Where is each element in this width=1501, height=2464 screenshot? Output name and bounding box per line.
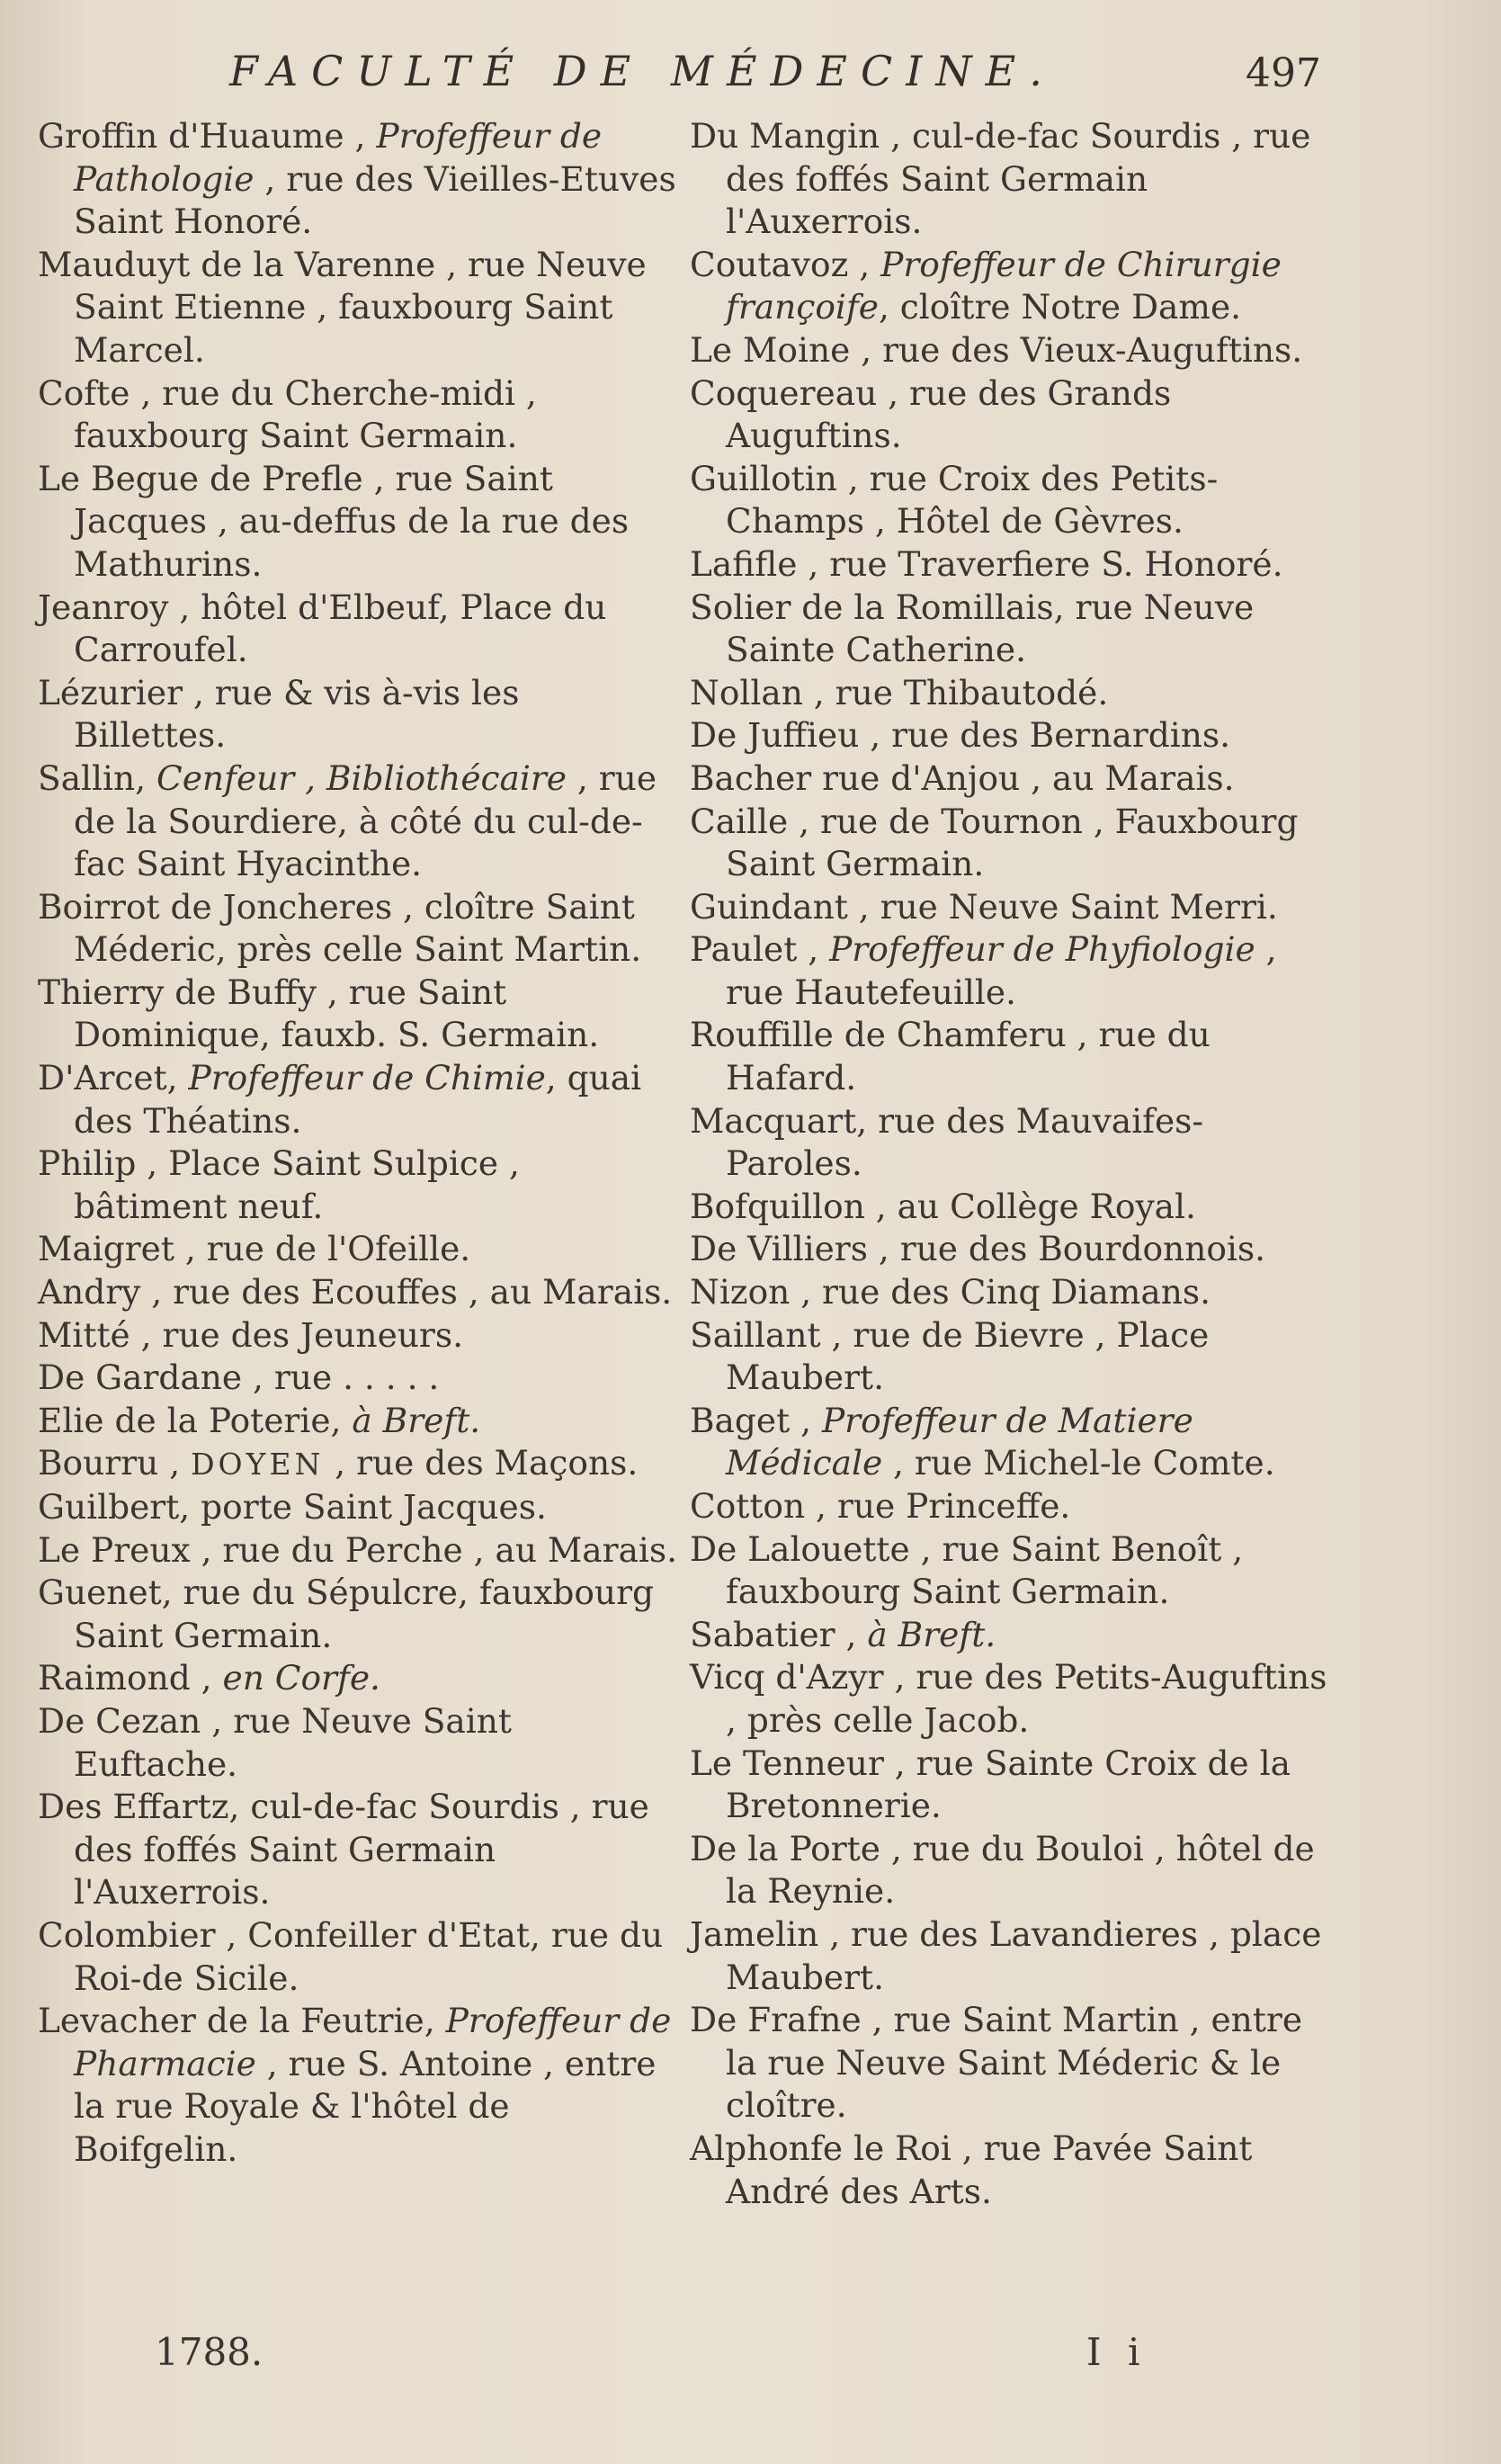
directory-entry	[38, 458, 678, 587]
entry-title: Profeffeur de Chirurgie françoife	[726, 244, 1282, 327]
directory-entry	[38, 1357, 678, 1400]
entry-name: Saillant , rue de Bievre , Place Maubert.	[690, 1314, 1210, 1398]
directory-entry	[38, 1314, 678, 1357]
entry-name: Guillotin , rue Croix des Petits-Champs , Hôtel de Gèvres.	[690, 458, 1219, 542]
directory-entry	[690, 329, 1330, 372]
directory-entry	[690, 1614, 1330, 1657]
directory-entry	[38, 372, 678, 458]
directory-entry	[690, 1314, 1330, 1400]
directory-entry	[38, 1657, 678, 1700]
entry-name: Cotton , rue Princeffe.	[690, 1486, 1071, 1526]
directory-entry	[38, 1786, 678, 1914]
directory-entry	[690, 714, 1330, 757]
entry-name: Rouffille de Chamferu , rue du Hafard.	[690, 1015, 1211, 1098]
entry-name: Alphonfe le Roi , rue Pavée Saint André des Arts.	[690, 2128, 1253, 2211]
entry-name: Bourru ,	[38, 1443, 192, 1483]
entry-title: Profeffeur de Matiere Médicale	[726, 1400, 1193, 1483]
entry-name: Mitté , rue des Jeuneurs.	[38, 1314, 463, 1355]
entry-name: Raimond ,	[38, 1658, 223, 1698]
entry-name: Nizon , rue des Cinq Diamans.	[690, 1272, 1211, 1313]
entry-address: , rue de la Sourdiere, à côté du cul-de-fac Saint Hyacinthe.	[74, 757, 657, 884]
entry-name: Le Moine , rue des Vieux-Auguftins.	[690, 329, 1303, 370]
entry-title: Profeffeur de Pathologie	[74, 116, 603, 199]
entry-name: Guenet, rue du Sépulcre, fauxbourg Saint Germain.	[38, 1572, 655, 1655]
directory-entry	[690, 1528, 1330, 1614]
entry-title: Profeffeur de Pharmacie	[74, 2001, 672, 2083]
directory-entry	[38, 886, 678, 972]
directory-entry	[690, 1014, 1330, 1099]
directory-entry	[38, 1271, 678, 1314]
entry-name: Sallin,	[38, 757, 157, 798]
entry-name: Baget ,	[690, 1400, 822, 1440]
directory-entry	[690, 115, 1330, 244]
directory-entry	[38, 1400, 678, 1443]
entry-name: Le Begue de Prefle , rue Saint Jacques , au-deffus de la rue des Mathurins.	[38, 458, 630, 584]
directory-entry	[38, 115, 678, 244]
directory-entry	[38, 672, 678, 757]
entry-title: Cenfeur , Bibliothécaire	[156, 757, 567, 798]
entry-name: De Frafne , rue Saint Martin , entre la rue Neuve Saint Méderic & le cloître.	[690, 2000, 1303, 2126]
signature-mark: I i	[1086, 2330, 1148, 2374]
entry-address: , quai des Théatins.	[74, 1058, 642, 1141]
entry-address: , rue Michel-le Comte.	[882, 1443, 1275, 1483]
page-number: 497	[1246, 50, 1321, 96]
left-column	[38, 115, 678, 2172]
entry-name: Lafifle , rue Traverfiere S. Honoré.	[690, 543, 1283, 584]
entry-name: Lézurier , rue & vis à-vis les Billettes.	[38, 672, 520, 756]
entry-address: , cloître Notre Dame.	[878, 287, 1242, 327]
directory-entry	[690, 1485, 1330, 1528]
entry-address: , rue des Maçons.	[324, 1443, 639, 1483]
directory-entry	[690, 587, 1330, 672]
directory-entry	[690, 886, 1330, 929]
entry-name: Paulet ,	[690, 929, 830, 970]
directory-entry	[38, 1442, 678, 1486]
entry-name: Maigret , rue de l'Ofeille.	[38, 1229, 471, 1269]
entry-name: Guindant , rue Neuve Saint Merri.	[690, 886, 1278, 927]
directory-entry	[690, 1743, 1330, 1828]
imprint-year: 1788.	[155, 2330, 264, 2374]
entry-name: Mauduyt de la Varenne , rue Neuve Saint Etienne , fauxbourg Saint Marcel.	[38, 244, 647, 370]
directory-entry	[690, 372, 1330, 458]
entry-dignity: DOYEN	[191, 1447, 325, 1483]
entry-name: Thierry de Buffy , rue Saint Dominique, fauxb. S. Germain.	[38, 972, 600, 1055]
entry-title: Profeffeur de Chimie	[188, 1058, 546, 1098]
entry-address: , rue Hautefeuille.	[726, 929, 1277, 1012]
entry-name: Groffin d'Huaume ,	[38, 116, 377, 156]
entry-name: Caille , rue de Tournon , Fauxbourg Saint Germain.	[690, 801, 1299, 884]
directory-entry	[690, 2128, 1330, 2213]
directory-entry	[38, 244, 678, 372]
directory-entry	[38, 1228, 678, 1271]
entry-address: , rue des Vieilles-Etuves Saint Honoré.	[74, 158, 676, 242]
entry-name: Le Tenneur , rue Sainte Croix de la Bretonnerie.	[690, 1743, 1291, 1826]
running-title: FACULTÉ DE MÉDECINE.	[229, 47, 1056, 95]
entry-name: Solier de la Romillais, rue Neuve Sainte Catherine.	[690, 587, 1255, 670]
entry-name: Le Preux , rue du Perche , au Marais.	[38, 1529, 678, 1570]
entry-name: Guilbert, porte Saint Jacques.	[38, 1487, 547, 1527]
entry-name: Cofte , rue du Cherche-midi , fauxbourg Saint Germain.	[38, 372, 537, 456]
entry-name: Bofquillon , au Collège Royal.	[690, 1186, 1196, 1226]
directory-entry	[690, 1828, 1330, 1913]
entry-name: Elie de la Poterie,	[38, 1400, 353, 1440]
entry-name: Levacher de la Feutrie,	[38, 2001, 446, 2041]
entry-name: D'Arcet,	[38, 1058, 189, 1098]
directory-entry	[38, 2000, 678, 2171]
entry-title: en Corfe.	[222, 1658, 380, 1698]
entry-name: De la Porte , rue du Bouloi , hôtel de la Reynie.	[690, 1828, 1315, 1912]
entry-name: Sabatier ,	[690, 1614, 868, 1654]
entry-name: De Juffieu , rue des Bernardins.	[690, 715, 1231, 756]
directory-entry	[690, 1400, 1330, 1485]
directory-entry	[690, 1999, 1330, 2128]
entry-name: Coutavoz ,	[690, 244, 881, 284]
directory-entry	[38, 972, 678, 1057]
directory-entry	[38, 1572, 678, 1657]
directory-entry	[690, 458, 1330, 543]
entry-address: , rue S. Antoine , entre la rue Royale & l'hôtel de Boifgelin.	[74, 2043, 657, 2169]
directory-entry	[690, 801, 1330, 886]
directory-entry	[690, 1271, 1330, 1314]
entry-name: Colombier , Confeiller d'Etat, rue du Roi-de Sicile.	[38, 1914, 664, 1998]
entry-name: Boirrot de Joncheres , cloître Saint Méderic, près celle Saint Martin.	[38, 886, 642, 970]
entry-title: à Breft.	[867, 1614, 996, 1654]
directory-entry	[38, 1529, 678, 1572]
right-column	[690, 115, 1330, 2213]
directory-entry	[690, 1100, 1330, 1186]
directory-entry	[38, 1486, 678, 1529]
directory-entry	[38, 1914, 678, 2000]
entry-name: De Villiers , rue des Bourdonnois.	[690, 1229, 1266, 1269]
entry-name: De Lalouette , rue Saint Benoît , fauxbourg Saint Germain.	[690, 1528, 1244, 1612]
directory-entry	[690, 1913, 1330, 1999]
directory-entry	[38, 757, 678, 886]
directory-entry	[38, 1057, 678, 1142]
directory-entry	[38, 1142, 678, 1228]
directory-entry	[690, 244, 1330, 329]
directory-entry	[690, 1228, 1330, 1271]
directory-entry	[690, 1186, 1330, 1229]
page-footer	[0, 2330, 1501, 2393]
directory-entry	[690, 672, 1330, 715]
directory-entry	[690, 928, 1330, 1014]
entry-name: Macquart, rue des Mauvaifes-Paroles.	[690, 1100, 1204, 1184]
directory-entry	[38, 587, 678, 672]
entry-name: Nollan , rue Thibautodé.	[690, 672, 1109, 712]
entry-name: Des Effartz, cul-de-fac Sourdis , rue des foffés Saint Germain l'Auxerrois.	[38, 1787, 649, 1913]
entry-name: Bacher rue d'Anjou , au Marais.	[690, 757, 1235, 798]
directory-entry	[690, 757, 1330, 801]
directory-entry	[38, 1700, 678, 1786]
entry-name: Philip , Place Saint Sulpice , bâtiment neuf.	[38, 1143, 520, 1226]
entry-title: à Breft.	[352, 1400, 481, 1440]
entry-name: Jeanroy , hôtel d'Elbeuf, Place du Carroufel.	[38, 587, 607, 670]
entry-name: Andry , rue des Ecouffes , au Marais.	[38, 1272, 673, 1313]
entry-name: Du Mangin , cul-de-fac Sourdis , rue des foffés Saint Germain l'Auxerrois.	[690, 116, 1311, 242]
entry-name: Vicq d'Azyr , rue des Petits-Auguftins , près celle Jacob.	[690, 1657, 1327, 1740]
entry-name: Jamelin , rue des Lavandieres , place Maubert.	[690, 1913, 1322, 1997]
entry-name: Coquereau , rue des Grands Auguftins.	[690, 372, 1172, 456]
entry-name: De Cezan , rue Neuve Saint Euftache.	[38, 1700, 512, 1784]
entry-name: De Gardane , rue . . . . .	[38, 1357, 440, 1398]
directory-entry	[690, 543, 1330, 587]
directory-entry	[690, 1656, 1330, 1742]
running-head	[0, 47, 1501, 101]
entry-title: Profeffeur de Phyfiologie	[829, 929, 1255, 970]
